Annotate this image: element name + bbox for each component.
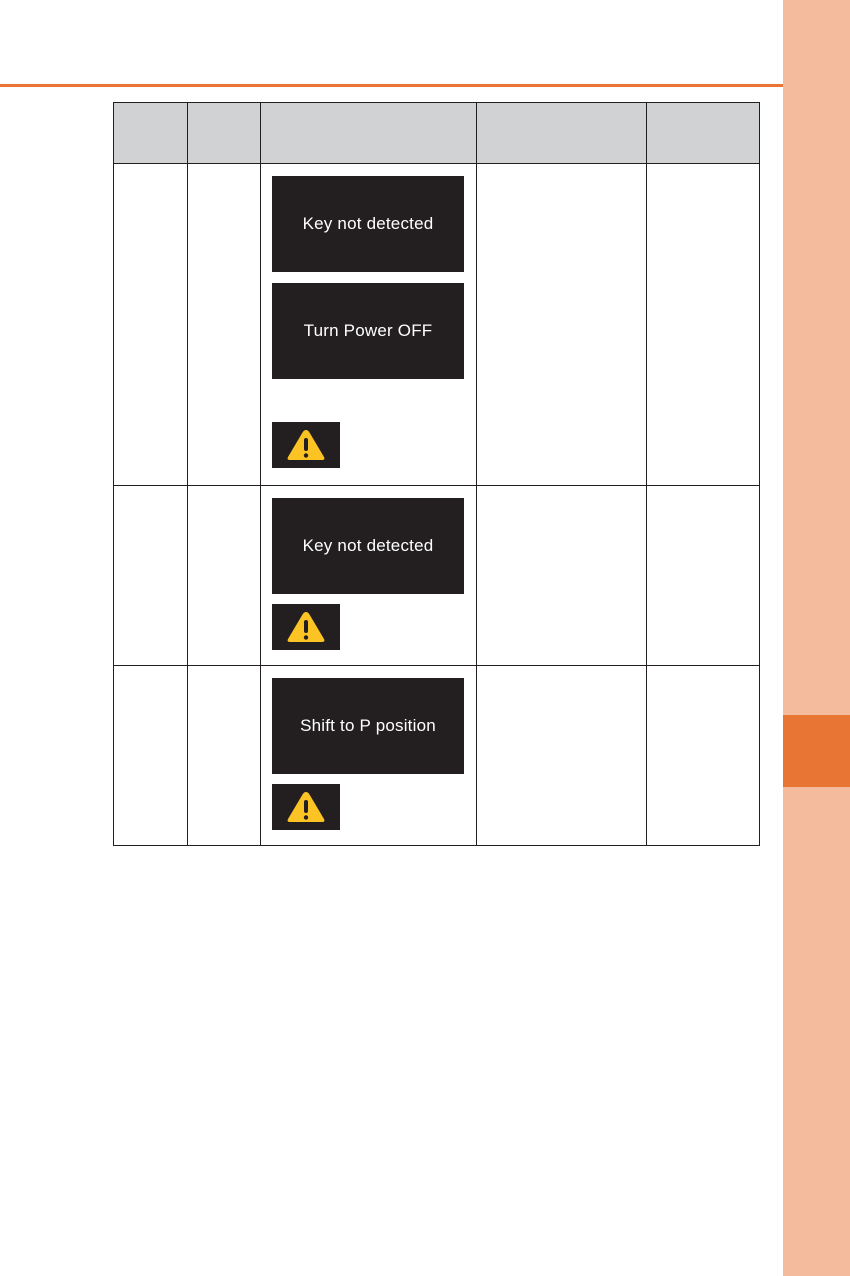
message-text: Key not detected [302,214,434,233]
table-row [114,486,760,666]
table-header-cell [114,103,188,164]
table-cell [114,164,188,486]
table-header-cell [261,103,477,164]
display-cell [261,486,477,666]
message-display [272,283,464,379]
warning-triangle-icon [286,610,326,644]
table-cell [188,164,261,486]
warning-triangle-icon [286,428,326,462]
table-row [114,164,760,486]
table-header-cell [188,103,261,164]
table-cell [114,666,188,846]
table-cell [188,486,261,666]
warning-triangle-icon [286,790,326,824]
message-text: Shift to P position [300,716,436,735]
table-cell [114,486,188,666]
table-cell [477,666,647,846]
table-cell [647,486,760,666]
display-cell [261,164,477,486]
header-rule [0,84,783,87]
warning-indicator [272,784,340,830]
warning-indicator [272,422,340,468]
table-cell [188,666,261,846]
warning-message-table [113,102,760,846]
table-cell [477,164,647,486]
table-header-row [114,103,760,164]
side-tab [783,0,850,1276]
table-header-cell [477,103,647,164]
table-header-cell [647,103,760,164]
message-display [272,678,464,774]
table-cell [647,164,760,486]
warning-indicator [272,604,340,650]
display-cell [261,666,477,846]
message-text: Turn Power OFF [303,321,433,340]
message-display [272,176,464,272]
table-cell [647,666,760,846]
message-text: Key not detected [302,536,434,555]
table-cell [477,486,647,666]
table-row [114,666,760,846]
side-tab-section-marker [783,715,850,787]
message-display [272,498,464,594]
